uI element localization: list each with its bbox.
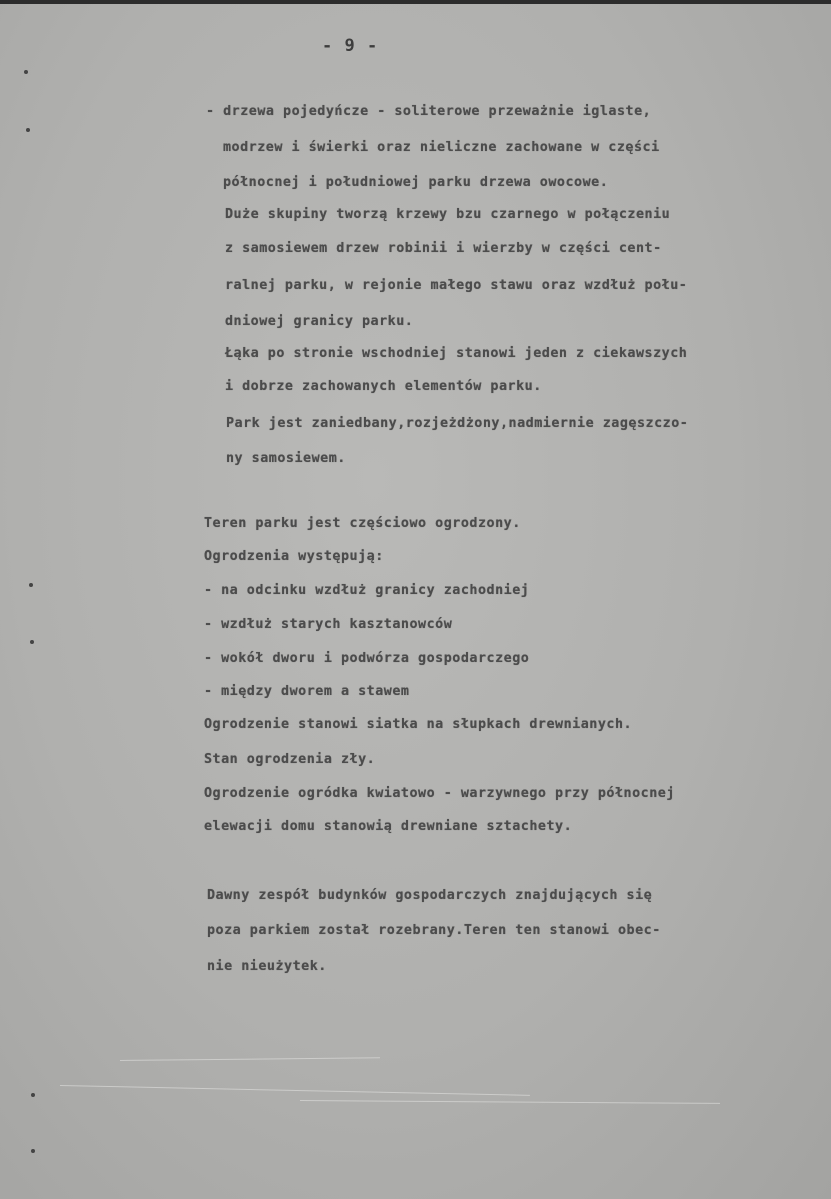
- text-line: Ogrodzenie ogródka kwiatowo - warzywnego przy północnej: [204, 786, 675, 801]
- text-line: Dawny zespół budynków gospodarczych znajdujących się: [207, 888, 653, 903]
- scan-speck: [29, 583, 33, 587]
- text-line: Park jest zaniedbany,rozjeżdżony,nadmiernie zagęszczo-: [226, 416, 689, 431]
- text-line: poza parkiem został rozebrany.Teren ten stanowi obec-: [207, 923, 661, 938]
- text-line: Łąka po stronie wschodniej stanowi jeden z ciekawszych: [225, 346, 688, 361]
- scan-scratch: [60, 1085, 530, 1096]
- text-line: Ogrodzenie stanowi siatka na słupkach drewnianych.: [204, 717, 633, 732]
- text-line: nie nieużytek.: [207, 959, 327, 974]
- text-line: elewacji domu stanowią drewniane sztachety.: [204, 819, 573, 834]
- page-number: - 9 -: [322, 36, 379, 56]
- scan-speck: [31, 1149, 35, 1153]
- text-line: Duże skupiny tworzą krzewy bzu czarnego w połączeniu: [225, 207, 671, 222]
- text-line: Stan ogrodzenia zły.: [204, 752, 376, 767]
- text-line: i dobrze zachowanych elementów parku.: [225, 379, 542, 394]
- scan-scratch: [120, 1057, 380, 1061]
- scan-speck: [24, 70, 28, 74]
- scan-speck: [31, 1093, 35, 1097]
- text-line: modrzew i świerki oraz nieliczne zachowane w części: [223, 140, 660, 155]
- text-line: z samosiewem drzew robinii i wierzby w części cent-: [225, 241, 662, 256]
- text-line: - między dworem a stawem: [204, 684, 410, 699]
- text-line: Teren parku jest częściowo ogrodzony.: [204, 516, 521, 531]
- scan-scratch: [300, 1100, 720, 1104]
- text-line: - wokół dworu i podwórza gospodarczego: [204, 651, 530, 666]
- text-line: - na odcinku wzdłuż granicy zachodniej: [204, 583, 530, 598]
- scan-speck: [26, 128, 30, 132]
- text-line: ralnej parku, w rejonie małego stawu oraz wzdłuż połu-: [225, 278, 688, 293]
- scan-speck: [30, 640, 34, 644]
- scan-top-edge: [0, 0, 831, 4]
- text-line: Ogrodzenia występują:: [204, 549, 384, 564]
- text-line: - drzewa pojedyńcze - soliterowe przeważnie iglaste,: [206, 104, 652, 119]
- text-line: - wzdłuż starych kasztanowców: [204, 617, 453, 632]
- text-line: dniowej granicy parku.: [225, 314, 414, 329]
- text-line: ny samosiewem.: [226, 451, 346, 466]
- text-line: północnej i południowej parku drzewa owocowe.: [223, 175, 609, 190]
